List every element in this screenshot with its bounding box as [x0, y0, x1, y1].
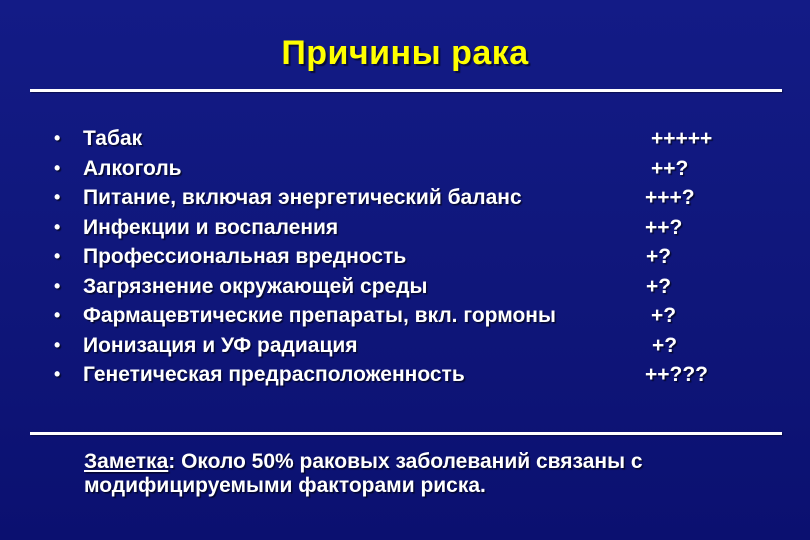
bullet-icon: •	[54, 216, 61, 237]
bullet-icon: •	[54, 157, 61, 178]
factor-rating: +++?	[645, 186, 695, 209]
factor-label: Алкоголь	[83, 156, 182, 180]
cancer-causes-list	[54, 124, 754, 390]
bullet-icon: •	[54, 334, 61, 355]
list-item	[54, 183, 754, 213]
bullet-icon: •	[54, 128, 61, 148]
bullet-icon: •	[54, 187, 61, 207]
note-text: Около 50% раковых заболеваний связаны с модифицируемыми факторами риска.	[84, 450, 643, 497]
factor-rating: ++?	[645, 215, 683, 239]
list-item	[54, 301, 754, 331]
bullet-icon: •	[54, 364, 61, 384]
note-separator: :	[168, 450, 176, 473]
factor-label: Фармацевтические препараты, вкл. гормоны	[83, 304, 556, 327]
bullet-icon: •	[54, 305, 61, 325]
list-item	[54, 124, 754, 154]
list-item	[54, 242, 754, 272]
factor-rating: ++?	[651, 156, 689, 180]
factor-label: Генетическая предрасположенность	[83, 363, 465, 386]
factor-label: Табак	[83, 127, 143, 150]
factor-rating: +?	[651, 304, 677, 327]
bullet-icon: •	[54, 246, 61, 266]
factor-rating: ++???	[645, 363, 709, 386]
list-item	[54, 213, 754, 243]
factor-rating: +?	[646, 274, 672, 298]
factor-label: Инфекции и воспаления	[83, 215, 339, 239]
factor-rating: +?	[652, 333, 678, 357]
list-item	[54, 154, 754, 184]
list-item	[54, 360, 754, 390]
bullet-icon: •	[54, 275, 61, 296]
list-item	[54, 331, 754, 361]
note	[84, 450, 764, 498]
note-divider	[30, 432, 782, 435]
slide-title: Причины рака	[281, 34, 529, 72]
list-item	[54, 272, 754, 302]
factor-label: Загрязнение окружающей среды	[83, 274, 428, 298]
factor-label: Профессиональная вредность	[83, 245, 407, 268]
factor-label: Ионизация и УФ радиация	[83, 333, 358, 357]
note-label: Заметка	[84, 450, 169, 473]
factor-rating: +?	[646, 245, 672, 268]
title-divider	[30, 89, 782, 92]
factor-label: Питание, включая энергетический баланс	[83, 186, 522, 209]
factor-rating: +++++	[651, 127, 713, 150]
